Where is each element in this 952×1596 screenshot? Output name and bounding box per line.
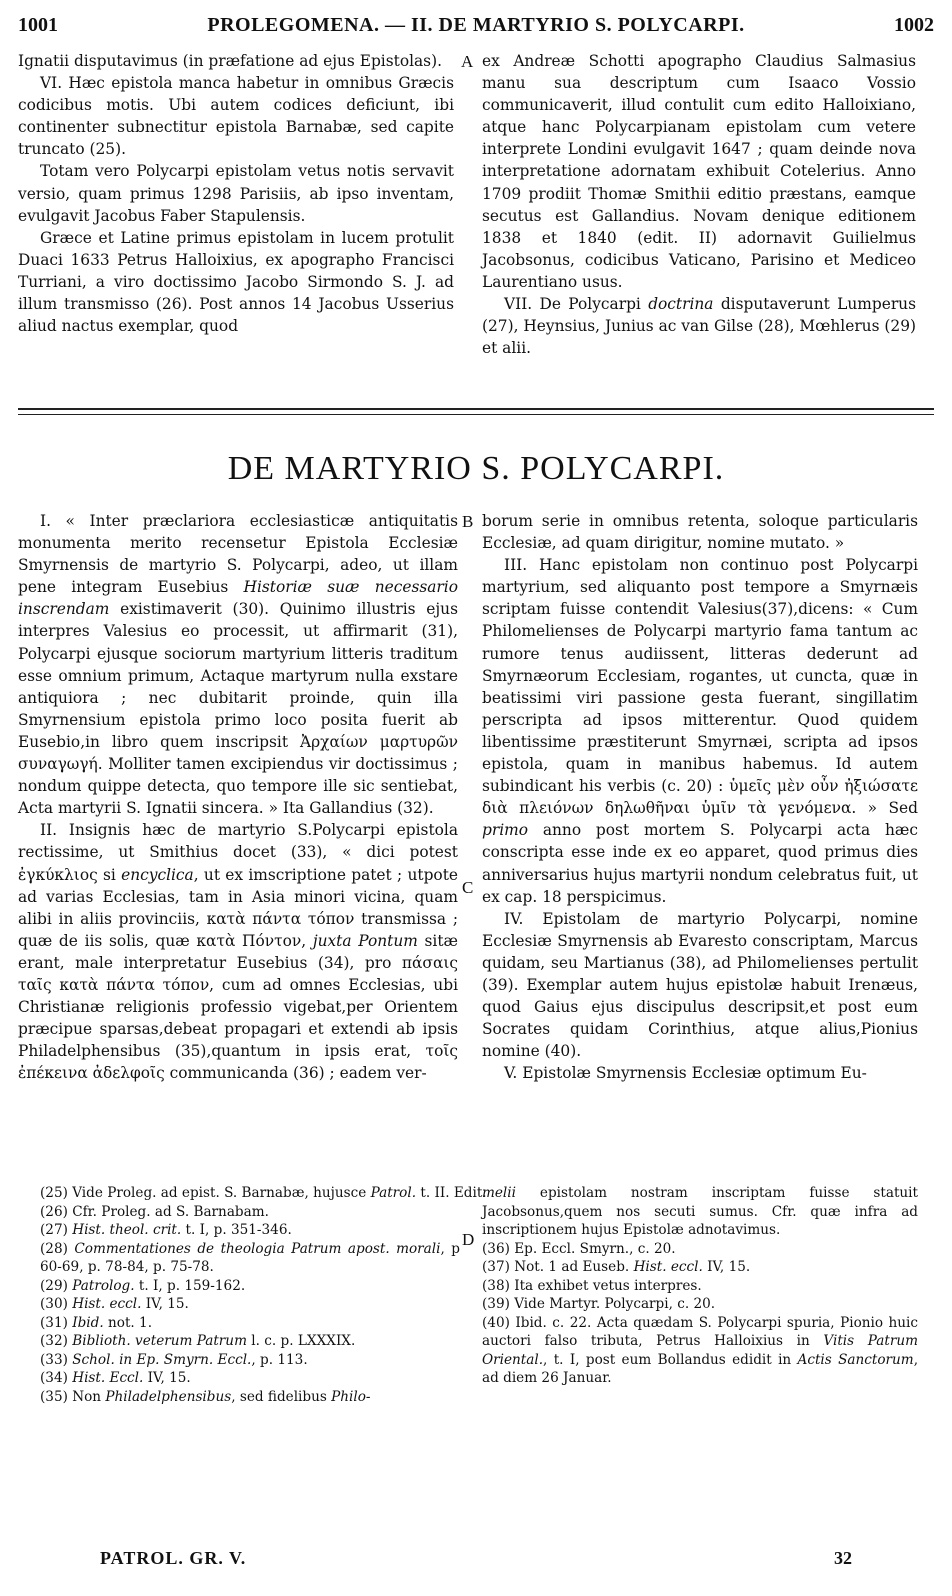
text-run: (27): [40, 1222, 73, 1238]
italic-run: Hist. Eccl.: [72, 1370, 144, 1386]
text-run: anno post mortem S. Polycarpi acta hæc conscripta esse inde ex eo apparet, quod primus dies anniversarius hujus martyrii nondum celebratus fuit, ut ex cap. 18 perspicimus.: [482, 821, 918, 906]
paragraph: [482, 293, 916, 359]
margin-letter-c: C: [462, 878, 474, 897]
italic-run: juxta Pontum: [312, 931, 418, 950]
italic-run: Hist. theol. crit.: [72, 1222, 182, 1238]
text-run: (31): [40, 1314, 73, 1331]
footnote-25: [40, 1184, 487, 1203]
italic-run: Philo-: [331, 1388, 371, 1405]
text-run: IV, 15.: [143, 1370, 191, 1386]
italic-run: Commentationes de theologia Patrum apost. morali: [74, 1240, 441, 1257]
paragraph: borum serie in omnibus retenta, soloque particularis Ecclesiæ, ad quam dirigitur, nomine mutato. »: [482, 512, 918, 553]
footnote-39: (39) Vide Martyr. Polycarpi, c. 20.: [482, 1296, 716, 1312]
text-run: epistolam nostram inscriptam fuisse statuit Jacobsonus,quem nos secuti sumus. Cfr. quæ infra ad inscriptionem hujus Epistolæ adnotavimus.: [482, 1185, 918, 1238]
page-footer: [100, 1548, 852, 1574]
signature-mark: PATROL. GR. V.: [100, 1548, 247, 1568]
footnote-continuation: [482, 1184, 918, 1240]
footnote-27: [40, 1221, 460, 1240]
text-run: , sed fidelibus: [231, 1388, 332, 1405]
footnote-35: [40, 1388, 460, 1407]
paragraph: [482, 554, 918, 908]
footnote-28: [40, 1240, 460, 1277]
right-page-number: 1002: [894, 14, 934, 36]
italic-run: Ibid.: [72, 1314, 104, 1331]
italic-run: Patrol.: [370, 1185, 417, 1201]
text-run: t. I, p. 159-162.: [134, 1277, 246, 1294]
text-run: IV, 15.: [702, 1259, 751, 1275]
text-run: , t. I, post eum Bollandus edidit in: [543, 1351, 798, 1368]
paragraph: IV. Epistolam de martyrio Polycarpi, nomine Ecclesiæ Smyrnensis ab Evaresto conscriptam, Marcus quidam, seu Martianus (38), ad Philomelienses pertulit (39). Exemplar autem hujus epistolæ habuit Irenæus, quod Gaius ejus discipulus descripsit,et post eum Socrates quidam Corinthius, atque alius,Pionius nomine (40).: [482, 909, 918, 1061]
text-run: (25) Vide Proleg. ad epist. S. Barnabæ, hujusce: [40, 1185, 371, 1201]
text-run: t. I, p. 351-346.: [181, 1222, 292, 1238]
text-run: II. Insignis hæc de martyrio S.Polycarpi epistola rectissime, ut Smithius docet (33), « dici potest ἐγκύκλιος si: [18, 821, 458, 884]
text-run: , ut ex imscriptione patet ; utpote ad varias Ecclesias, tam in Asia minori vicina, quam alibi in aliis provinciis, κατὰ πάντα τόπον transmissa ; quæ de iis solis, quæ κατὰ Πόντον,: [18, 865, 458, 950]
footnote-40: [482, 1314, 918, 1388]
italic-run: Biblioth. veterum Patrum: [72, 1333, 247, 1349]
footnote-30: [40, 1295, 460, 1314]
text-run: not. 1.: [103, 1314, 153, 1331]
italic-run: Vitis Patrum Oriental.: [482, 1333, 919, 1368]
top-left-column: [18, 50, 454, 337]
footnote-26: (26) Cfr. Proleg. ad S. Barnabam.: [40, 1203, 269, 1220]
main-right-column: [482, 510, 918, 1084]
italic-run: primo: [482, 821, 528, 840]
footnote-31: [40, 1314, 460, 1333]
text-run: (29): [40, 1277, 73, 1294]
text-run: (33): [40, 1351, 73, 1368]
italic-run: Patrolog.: [72, 1277, 135, 1294]
margin-letter-b: B: [462, 512, 474, 531]
text-run: (40) Ibid. c. 22. Acta quædam S. Polycarpi spuria, Pionio huic auctori falso tributa, Petrus Halloixius in: [482, 1314, 918, 1349]
text-run: III. Hanc epistolam non continuo post Polycarpi martyrium, sed aliquanto post tempore a Smyrnæis scriptam fuisse contendit Valesius(37),dicens: « Cum Philomelienses de Polycarpi martyrio fama tantum ac rumore tenus audiissent, litteras dederunt ad Smyrnæorum Ecclesiam, rogantes, ut cuncta, quæ in beatissimi viri passione gesta fuerant, singillatim perscripta ad ipsos mitterentur. Quod quidem libentissime præstiterunt Smyrnæi, scripta ad ipsos epistola, quam in manibus habemus. Id autem subindicant his verbis (c. 20) : ὑμεῖς μὲν οὖν ἠξιώσατε διὰ πλειόνων δηλωθῆναι ὑμῖν τὰ γενόμενα. » Sed: [482, 556, 918, 818]
italic-run: Philadelphensibus: [105, 1388, 232, 1405]
top-right-column: [482, 50, 916, 359]
section-title: DE MARTYRIO S. POLYCARPI.: [227, 450, 725, 487]
text-run: (28): [40, 1240, 75, 1257]
text-run: t. II. Edit.: [416, 1185, 487, 1201]
margin-letter-d: D: [462, 1230, 475, 1249]
paragraph: ex Andreæ Schotti apographo Claudius Salmasius manu sua descriptum cum Isaaco Vossio communicaverit, illud contulit cum edito Halloixiano, atque hanc Polycarpianam epistolam cum vetere interprete Londini evulgavit 1647 ; quam deinde nova interpretatione adornatam exhibuit Cotelerius. Anno 1709 prodiit Thomæ Smithii editio præstans, eamque secutus est Gallandius. Novam denique editionem 1838 et 1840 (edit. II) adornavit Guilielmus Jacobsonus, codicibus Vaticano, Parisino et Mediceo Laurentiano usus.: [482, 52, 916, 291]
paragraph: Totam vero Polycarpi epistolam vetus notis servavit versio, quam primus 1298 Parisiis, ab ipso inventam, evulgavit Jacobus Faber Stapulensis.: [18, 162, 454, 225]
text-run: I. « Inter præclariora ecclesiasticæ antiquitatis monumenta merito recensetur Epistola Ecclesiæ Smyrnensis de martyrio S. Polycarpi, adeo, ut illam pene integram Eusebius: [18, 512, 458, 597]
margin-letter-a: A: [461, 52, 474, 71]
italic-run: Historiæ suæ necessario inscrendam: [18, 578, 458, 619]
text-run: sitæ erant, male interpretatur Eusebius (34), pro πάσαις ταῖς κατὰ πάντα τόπον, cum ad omnes Ecclesias, ubi Christianæ religionis professio vigebat,per Orientem præcipue sparsas,debeat propagari et extendi ab ipsis Philadelphensibus (35),quantum in ipsis erat, τοῖς ἐπέκεινα ἀδελφοῖς communicanda (36) ; eadem ver-: [18, 931, 459, 1083]
text-run: existimaverit (30). Quinimo illustris ejus interpres Valesius eo processit, ut affirmarit (31), Polycarpi ejusque sociorum martyrium litteris traditum esse omnium primum, Actaque martyrum nulla exstare antiquiora ; nec dubitarit proinde, quin illa Smyrnensium epistola primo loco posita fuerit ab Eusebio,in libro quem inscripsit Ἀρχαίων μαρτυρῶν συναγωγή. Molliter tamen excipiendus vir doctissimus ; nondum quippe detecta, quo tempore ille sic sentiebat, Acta martyrii S. Ignatii sincera. » Ita Gallandius (32).: [18, 600, 458, 818]
text-run: (34): [40, 1370, 73, 1386]
paragraph: Ignatii disputavimus (in præfatione ad ejus Epistolas).: [18, 52, 442, 70]
sheet-number: 32: [834, 1548, 852, 1568]
running-title: PROLEGOMENA. — II. DE MARTYRIO S. POLYCARPI.: [207, 14, 745, 36]
text-run: disputaverunt Lumperus (27), Heynsius, Junius ac van Gilse (28), Mœhlerus (29) et alii.: [482, 295, 916, 358]
footnote-36: (36) Ep. Eccl. Smyrn., c. 20.: [482, 1240, 676, 1257]
main-left-column: [18, 510, 458, 1084]
paragraph: Græce et Latine primus epistolam in lucem protulit Duaci 1633 Petrus Halloixius, ex apographo Francisci Turriani, a viro doctissimo Jacobo Sirmondo S. J. ad illum transmisso (26). Post annos 14 Jacobus Usserius aliud nactus exemplar, quod: [18, 228, 454, 336]
paragraph: V. Epistolæ Smyrnensis Ecclesiæ optimum Eu-: [504, 1064, 867, 1083]
italic-run: Actis Sanctorum: [797, 1351, 914, 1368]
paragraph: [18, 819, 458, 1084]
italic-run: melii: [482, 1185, 516, 1201]
italic-run: encyclica: [121, 865, 194, 884]
footnote-37: [482, 1258, 918, 1277]
text-run: , p 60-69, p. 78-84, p. 75-78.: [40, 1240, 460, 1275]
left-page-number: 1001: [18, 14, 58, 36]
divider-rule-thin: [18, 414, 934, 415]
italic-run: doctrina: [648, 295, 714, 314]
italic-run: Schol. in Ep. Smyrn. Eccl.: [72, 1351, 252, 1368]
footnote-34: [40, 1369, 460, 1388]
divider-rule: [18, 408, 934, 410]
text-run: IV, 15.: [141, 1296, 189, 1312]
text-run: (35) Non: [40, 1388, 106, 1405]
text-run: (37) Not. 1 ad Euseb.: [482, 1259, 634, 1275]
text-run: l. c. p. LXXXIX.: [246, 1333, 356, 1349]
paragraph: [18, 510, 458, 819]
footnote-33: [40, 1351, 460, 1370]
running-header: [18, 14, 934, 44]
footnotes-right: [482, 1184, 918, 1388]
footnotes-left: [40, 1184, 487, 1406]
footnote-29: [40, 1277, 460, 1296]
italic-run: Hist. eccl.: [633, 1259, 703, 1275]
footnote-32: [40, 1332, 460, 1351]
paragraph: VI. Hæc epistola manca habetur in omnibus Græcis codicibus motis. Ubi autem codices deficiunt, ibi continenter subnectitur epistola Barnabæ, sed capite truncato (25).: [18, 74, 454, 159]
text-run: (30): [40, 1296, 73, 1312]
text-run: (32): [40, 1333, 73, 1349]
text-run: VII. De Polycarpi: [504, 295, 649, 314]
italic-run: Hist. eccl.: [72, 1296, 142, 1312]
text-run: , p. 113.: [251, 1351, 308, 1368]
footnote-38: (38) Ita exhibet vetus interpres.: [482, 1277, 702, 1294]
text-run: , ad diem 26 Januar.: [482, 1351, 919, 1386]
